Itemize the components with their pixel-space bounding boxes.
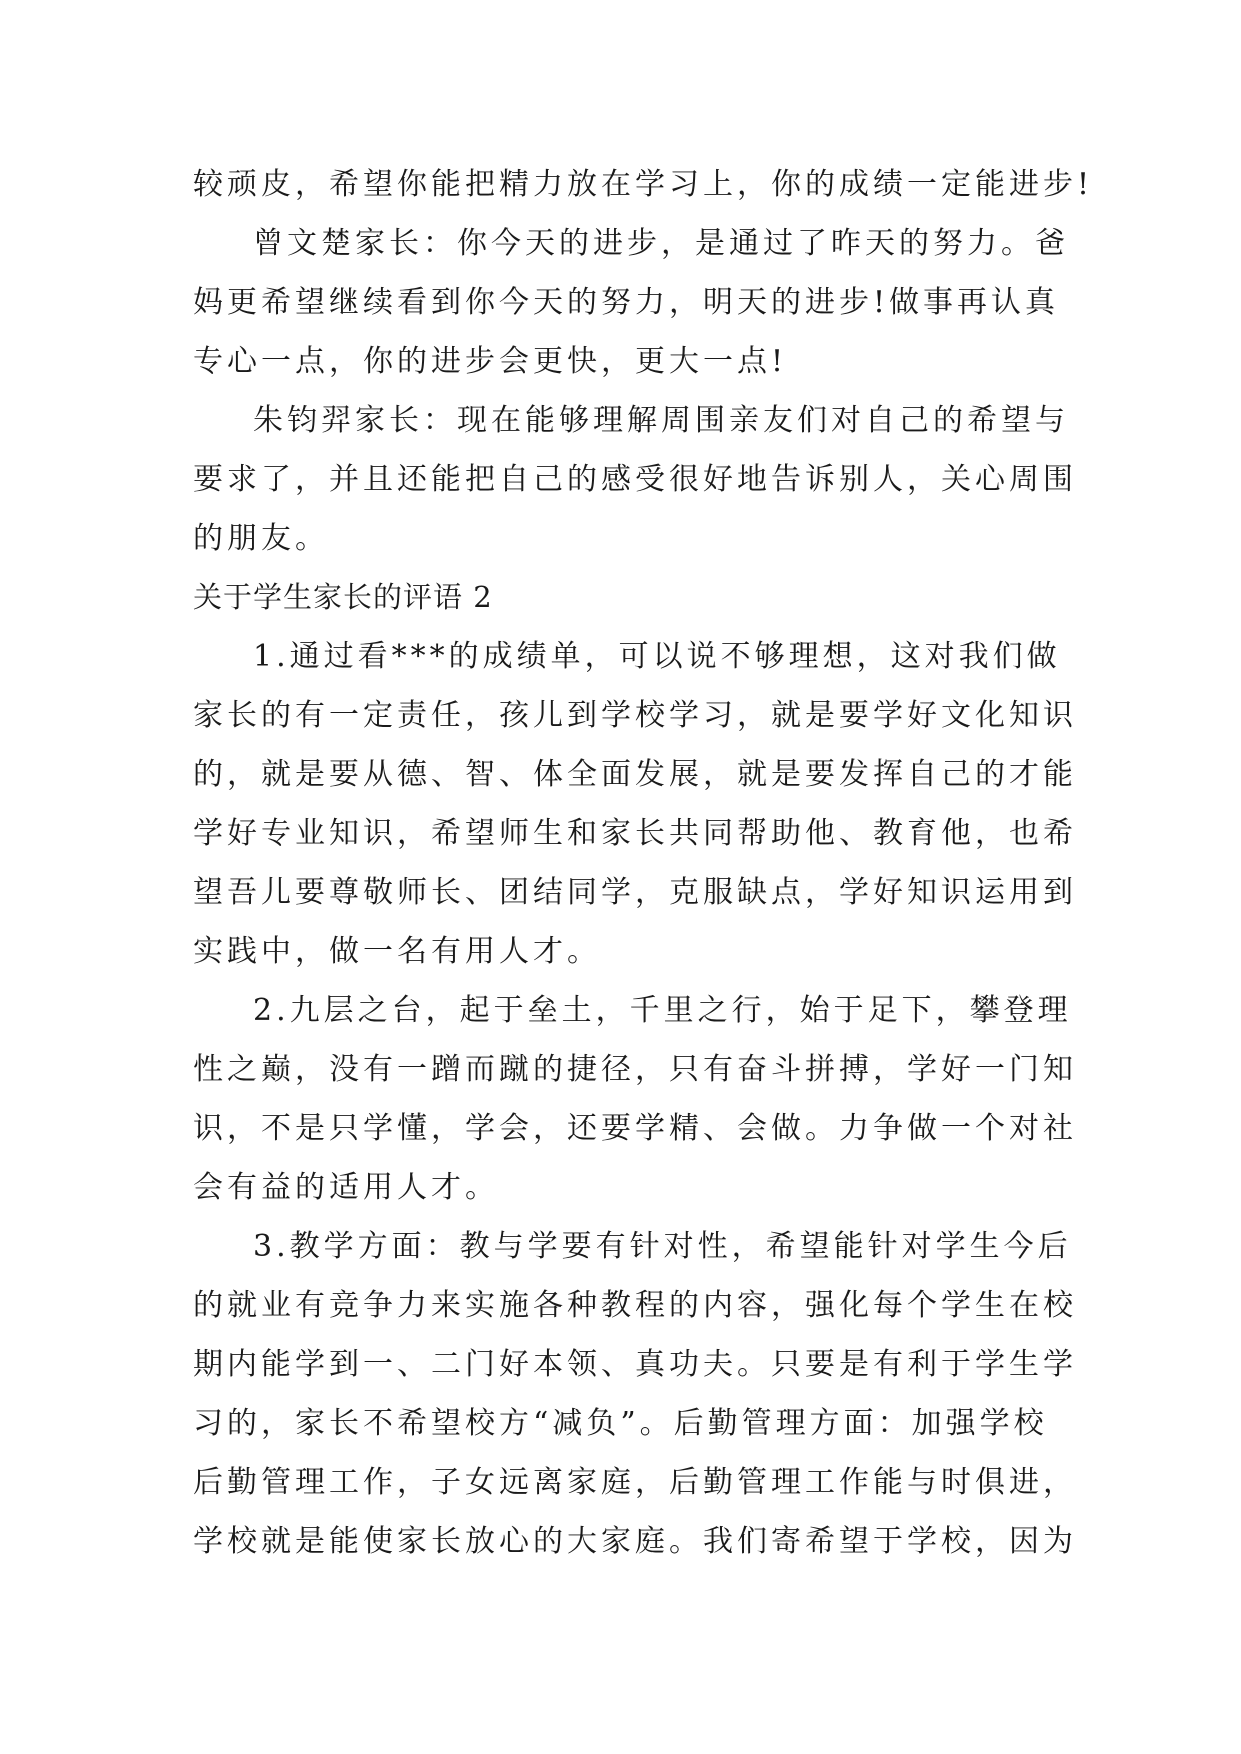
text-line: 性之巅，没有一蹭而蹴的捷径，只有奋斗拼搏，学好一门知 <box>193 1052 1077 1087</box>
text-line: 学校就是能使家长放心的大家庭。我们寄希望于学校，因为 <box>193 1524 1077 1559</box>
paragraph-first-line: 3.教学方面：教与学要有针对性，希望能针对学生今后 <box>253 1229 1072 1264</box>
paragraph-first-line: 1.通过看***的成绩单，可以说不够理想，这对我们做 <box>253 639 1061 674</box>
paragraph-first-line: 朱钧羿家长：现在能够理解周围亲友们对自己的希望与 <box>253 403 1069 438</box>
text-line: 较顽皮，希望你能把精力放在学习上，你的成绩一定能进步! <box>193 167 1094 202</box>
text-line: 习的，家长不希望校方“减负”。后勤管理方面：加强学校 <box>193 1406 1048 1441</box>
text-line: 家长的有一定责任，孩儿到学校学习，就是要学好文化知识 <box>193 698 1077 733</box>
text-line: 实践中，做一名有用人才。 <box>193 934 601 969</box>
text-line: 要求了，并且还能把自己的感受很好地告诉别人，关心周围 <box>193 462 1077 497</box>
text-line: 的朋友。 <box>193 521 329 556</box>
text-line: 妈更希望继续看到你今天的努力，明天的进步!做事再认真 <box>193 285 1060 320</box>
text-line: 识，不是只学懂，学会，还要学精、会做。力争做一个对社 <box>193 1111 1077 1146</box>
text-line: 的就业有竞争力来实施各种教程的内容，强化每个学生在校 <box>193 1288 1077 1323</box>
text-line: 的，就是要从德、智、体全面发展，就是要发挥自己的才能 <box>193 757 1077 792</box>
text-line: 专心一点，你的进步会更快，更大一点! <box>193 344 788 379</box>
text-line: 会有益的适用人才。 <box>193 1170 499 1205</box>
paragraph-first-line: 2.九层之台，起于垒土，千里之行，始于足下，攀登理 <box>253 993 1072 1028</box>
document-body <box>193 155 1094 1571</box>
text-line: 学好专业知识，希望师生和家长共同帮助他、教育他，也希 <box>193 816 1077 851</box>
text-line: 期内能学到一、二门好本领、真功夫。只要是有利于学生学 <box>193 1347 1077 1382</box>
paragraph-first-line: 曾文楚家长：你今天的进步，是通过了昨天的努力。爸 <box>253 226 1069 261</box>
text-line: 后勤管理工作，子女远离家庭，后勤管理工作能与时俱进， <box>193 1465 1077 1500</box>
section-heading: 关于学生家长的评语 2 <box>193 580 493 614</box>
text-line: 望吾儿要尊敬师长、团结同学，克服缺点，学好知识运用到 <box>193 875 1077 910</box>
